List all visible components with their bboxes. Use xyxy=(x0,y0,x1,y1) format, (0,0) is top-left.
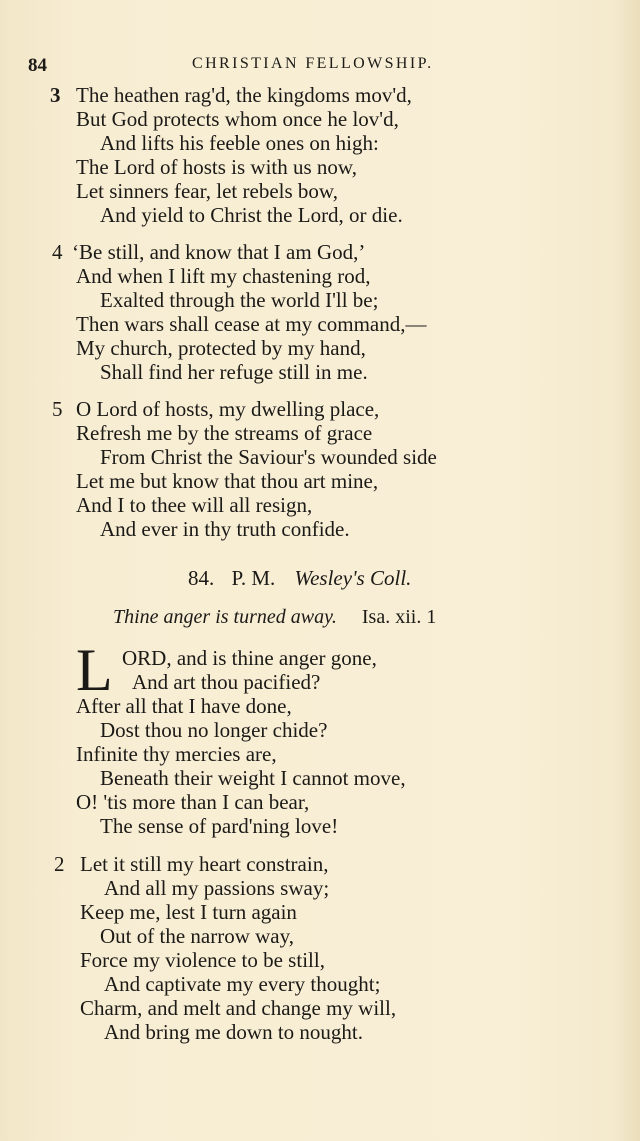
verse-line: Refresh me by the streams of grace xyxy=(76,421,373,445)
stanza-number: 2 xyxy=(54,852,65,876)
verse-line: And lifts his feeble ones on high: xyxy=(100,131,379,155)
hymn-source: Wesley's Coll. xyxy=(294,566,412,590)
verse-line: O Lord of hosts, my dwelling place, xyxy=(76,397,380,421)
verse-line: Out of the narrow way, xyxy=(100,924,294,948)
verse-line: The heathen rag'd, the kingdoms mov'd, xyxy=(76,83,412,107)
hymn-meter: P. M. xyxy=(231,566,276,590)
verse-line: And I to thee will all resign, xyxy=(76,493,313,517)
verse-line: And art thou pacified? xyxy=(132,670,321,694)
verse-line: Let me but know that thou art mine, xyxy=(76,469,379,493)
verse-line: And ever in thy truth confide. xyxy=(100,517,350,541)
verse-line: Beneath their weight I cannot move, xyxy=(100,766,406,790)
hymn-theme: Thine anger is turned away. xyxy=(113,606,337,628)
verse-line: And yield to Christ the Lord, or die. xyxy=(100,203,403,227)
verse-line: O! 'tis more than I can bear, xyxy=(76,790,310,814)
page-number: 84 xyxy=(28,55,47,76)
verse-line: The sense of pard'ning love! xyxy=(100,814,339,838)
verse-line: Then wars shall cease at my command,— xyxy=(76,312,427,336)
verse-line: Let it still my heart constrain, xyxy=(80,852,329,876)
verse-line: My church, protected by my hand, xyxy=(76,336,366,360)
hymn-subtitle xyxy=(113,606,436,629)
scripture-reference: Isa. xii. 1 xyxy=(361,606,437,628)
page-edge-shadow xyxy=(614,0,640,1141)
stanza-number: 4 xyxy=(52,240,63,264)
stanza-number: 3 xyxy=(50,83,61,107)
drop-cap: L xyxy=(76,637,113,703)
verse-line: Force my violence to be still, xyxy=(80,948,325,972)
verse-line: And when I lift my chastening rod, xyxy=(76,264,371,288)
running-header: CHRISTIAN FELLOWSHIP. xyxy=(192,55,434,72)
verse-line: Keep me, lest I turn again xyxy=(80,900,297,924)
verse-line: From Christ the Saviour's wounded side xyxy=(100,445,437,469)
verse-line: Exalted through the world I'll be; xyxy=(100,288,379,312)
verse-line: And all my passions sway; xyxy=(104,876,330,900)
verse-line: The Lord of hosts is with us now, xyxy=(76,155,357,179)
verse-line: And bring me down to nought. xyxy=(104,1020,363,1044)
verse-line: ‘Be still, and know that I am God,’ xyxy=(72,240,366,264)
hymn-heading xyxy=(188,566,411,591)
verse-line: Charm, and melt and change my will, xyxy=(80,996,397,1020)
verse-line: And captivate my every thought; xyxy=(104,972,381,996)
hymn-number: 84. xyxy=(188,566,215,590)
verse-line: Let sinners fear, let rebels bow, xyxy=(76,179,338,203)
verse-line: Infinite thy mercies are, xyxy=(76,742,277,766)
verse-line: Dost thou no longer chide? xyxy=(100,718,328,742)
verse-line: But God protects whom once he lov'd, xyxy=(76,107,399,131)
verse-line: Shall find her refuge still in me. xyxy=(100,360,368,384)
verse-line: After all that I have done, xyxy=(76,694,292,718)
verse-line: ORD, and is thine anger gone, xyxy=(122,646,377,670)
stanza-number: 5 xyxy=(52,397,63,421)
